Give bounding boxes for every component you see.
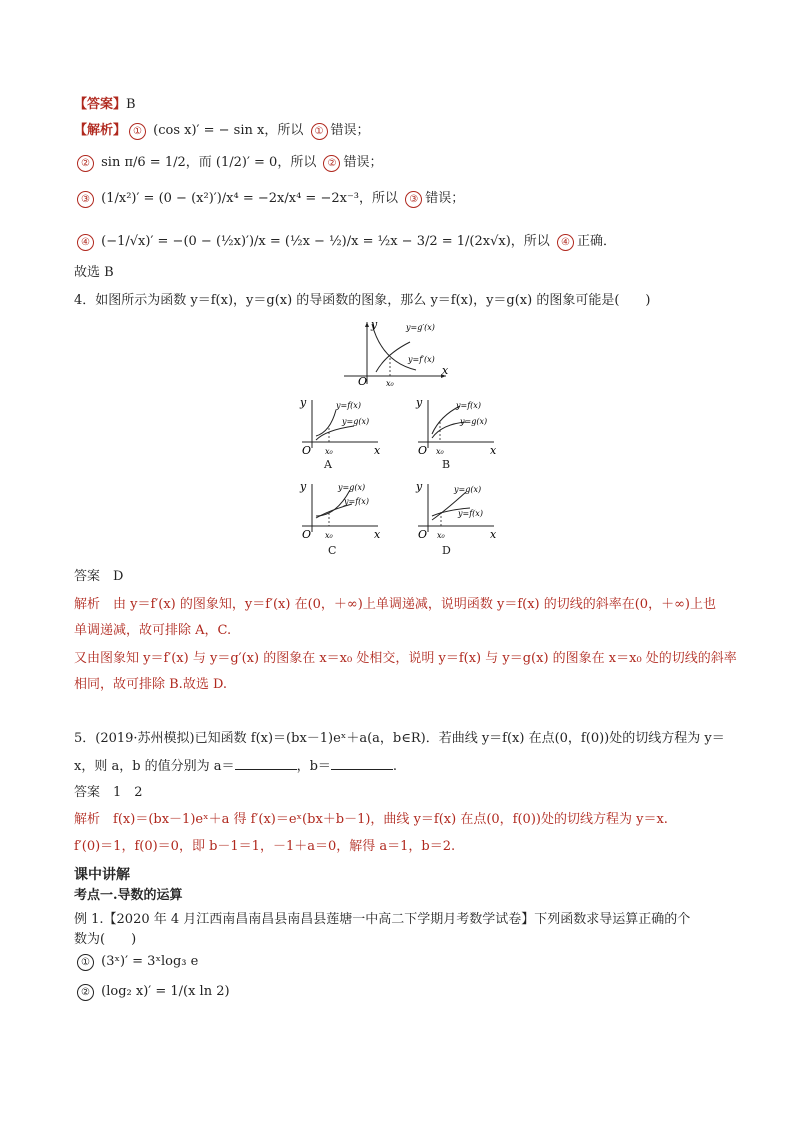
opt-b-g-label: y=g(x) (460, 417, 488, 426)
opt-d-x-label: x (490, 528, 496, 540)
opt-b-x0: x₀ (436, 447, 444, 456)
q4-stem: 4．如图所示为函数 y＝f(x)，y＝g(x) 的导函数的图象，那么 y＝f(x)，y＝g(x) 的图象可能是( ) (74, 293, 651, 308)
analysis-tail-2: ，所以 (277, 155, 317, 170)
opt-a-origin: O (302, 444, 312, 456)
q5-analysis-2: f′(0)＝1，f(0)＝0，即 b－1＝1，－1＋a＝0，解得 a＝1，b＝2. (74, 839, 456, 854)
opt-c-g-label: y=g(x) (338, 483, 366, 492)
analysis-math-4: (−1/√x)′ = −(0 − (½x)′)/x = (½x − ½)/x = ½x − 3/2 = 1/(2x√x) (101, 234, 511, 249)
opt-d-x0: x₀ (437, 531, 445, 540)
analysis-math-3: (1/x²)′ = (0 − (x²)′)/x⁴ = −2x/x⁴ = −2x⁻³ (101, 191, 360, 206)
opt-c-y-label: y (300, 480, 307, 493)
opt-a-x-label: x (374, 444, 380, 456)
opt-b-f-curve (432, 406, 460, 434)
opt-b-y-label: y (416, 396, 423, 409)
q5-stem-2c: . (392, 759, 398, 774)
analysis-end-1: 错误； (330, 123, 370, 138)
opt-d-y-label: y (416, 480, 423, 493)
analysis-math-2: sin π/6 = 1/2，而 (1/2)′ = 0 (101, 155, 278, 170)
q4-answer-line (74, 568, 123, 586)
analysis-line-2 (74, 154, 383, 172)
q4-answer-value: D (113, 569, 124, 584)
circle-num-1: ① (129, 123, 146, 140)
circle-num-4b: ④ (557, 234, 574, 251)
option-d-figure (412, 480, 496, 540)
circle-num-1b: ① (311, 123, 328, 140)
analysis-end-3: 错误； (425, 191, 465, 206)
analysis-line-3 (74, 190, 464, 208)
opt-d-f-label: y=f(x) (458, 509, 483, 518)
q5-stem-1: 5．(2019·苏州模拟)已知函数 f(x)＝(bx－1)eˣ＋a(a，b∈R)．若曲线 y＝f(x) 在点(0，f(0))处的切线方程为 y＝ (74, 731, 725, 746)
main-y-arrow (365, 322, 369, 327)
option-b-figure (412, 396, 496, 456)
analysis-label: 【解析】 (74, 123, 127, 138)
choose-line: 故选 B (74, 265, 114, 280)
option-a-figure (296, 396, 380, 456)
q5-analysis-text-1: f(x)＝(bx－1)eˣ＋a 得 f′(x)＝eˣ(bx＋b－1)，曲线 y＝f(x) 在点(0，f(0))处的切线方程为 y＝x. (113, 812, 668, 827)
main-x-label: x (442, 364, 449, 377)
analysis-line-1 (74, 122, 370, 140)
q5-answer-line (74, 784, 143, 802)
q4-analysis-text-1: 由 y＝f′(x) 的图象知，y＝f′(x) 在(0，＋∞)上单调递减，说明函数 y＝f(x) 的切线的斜率在(0，＋∞)上也 (113, 597, 716, 612)
example-1-line-a: 例 1.【2020 年 4 月江西南昌南昌县南昌县莲塘一中高二下学期月考数学试卷】下列函数求导运算正确的个 (74, 912, 691, 927)
q5-answer-label: 答案 (74, 785, 101, 800)
prev-answer-label: 【答案】 (74, 97, 127, 112)
circle-num-2: ② (77, 155, 94, 172)
opt-c-x-label: x (374, 528, 380, 540)
main-y-label: y (371, 318, 378, 331)
example-item-1 (74, 953, 198, 971)
analysis-tail-4: ，所以 (510, 234, 550, 249)
analysis-tail-1: ，所以 (264, 123, 304, 138)
q4-analysis-label: 解析 (74, 597, 101, 612)
circle-num-3: ③ (77, 191, 94, 208)
prev-answer-line (74, 96, 136, 114)
example-item-2 (74, 983, 230, 1001)
q4-answer-label: 答案 (74, 569, 101, 584)
example-item-2-math: (log₂ x)′ = 1/(x ln 2) (101, 984, 230, 999)
opt-c-f-label: y=f(x) (344, 497, 369, 506)
q5-answer-value: 1 2 (113, 785, 143, 800)
opt-a-y-label: y (300, 396, 307, 409)
main-origin-label: O (358, 375, 368, 388)
analysis-math-1: (cos x)′ = − sin x (153, 123, 265, 138)
option-b-label: B (442, 458, 451, 471)
q5-stem-2b: ，b＝ (296, 759, 331, 774)
opt-b-x-label: x (490, 444, 496, 456)
circle-num-3b: ③ (405, 191, 422, 208)
analysis-line-4 (74, 233, 616, 251)
circle-num-4: ④ (77, 234, 94, 251)
q5-stem-2 (74, 757, 397, 776)
option-c-label: C (328, 544, 337, 557)
example-1-line-b: 数为( ) (74, 932, 137, 947)
q4-analysis-4: 相同，故可排除 B.故选 D. (74, 677, 228, 692)
q5-blank-b[interactable] (331, 757, 393, 770)
q4-analysis-3: 又由图象知 y＝f′(x) 与 y＝g′(x) 的图象在 x＝x₀ 处相交，说明 y＝f(x) 与 y＝g(x) 的图象在 x＝x₀ 处的切线的斜率 (74, 651, 737, 666)
opt-a-g-label: y=g(x) (342, 417, 370, 426)
opt-a-f-curve (316, 410, 336, 436)
q4-main-figure (340, 318, 452, 388)
opt-b-f-label: y=f(x) (456, 401, 481, 410)
option-a-label: A (324, 458, 332, 471)
opt-d-g-label: y=g(x) (454, 485, 482, 494)
main-x0-label: x₀ (386, 379, 394, 388)
lesson-title: 课中讲解 (74, 867, 130, 883)
opt-b-origin: O (418, 444, 428, 456)
analysis-end-2: 错误； (343, 155, 383, 170)
option-d-label: D (442, 544, 451, 557)
opt-d-origin: O (418, 528, 428, 540)
example-item-1-num: ① (77, 954, 94, 971)
opt-c-x0: x₀ (325, 531, 333, 540)
example-item-2-num: ② (77, 984, 94, 1001)
q5-stem-2a: x，则 a，b 的值分别为 a＝ (74, 759, 235, 774)
q5-analysis-1 (74, 811, 668, 829)
prev-answer-value: B (126, 97, 136, 112)
main-fp-label: y=f′(x) (408, 355, 435, 364)
analysis-end-4: 正确． (576, 234, 616, 249)
opt-c-origin: O (302, 528, 312, 540)
opt-a-f-label: y=f(x) (336, 401, 361, 410)
example-item-1-math: (3ˣ)′ = 3ˣlog₃ e (101, 954, 199, 969)
q5-blank-a[interactable] (235, 757, 297, 770)
analysis-tail-3: ，所以 (359, 191, 399, 206)
circle-num-2b: ② (323, 155, 340, 172)
q5-analysis-label: 解析 (74, 812, 101, 827)
q4-analysis-1 (74, 596, 716, 614)
opt-a-x0: x₀ (325, 447, 333, 456)
option-c-figure (296, 480, 380, 540)
q4-analysis-2: 单调递减，故可排除 A，C. (74, 623, 232, 638)
main-gp-label: y=g′(x) (406, 323, 435, 332)
lesson-point: 考点一.导数的运算 (74, 888, 183, 903)
